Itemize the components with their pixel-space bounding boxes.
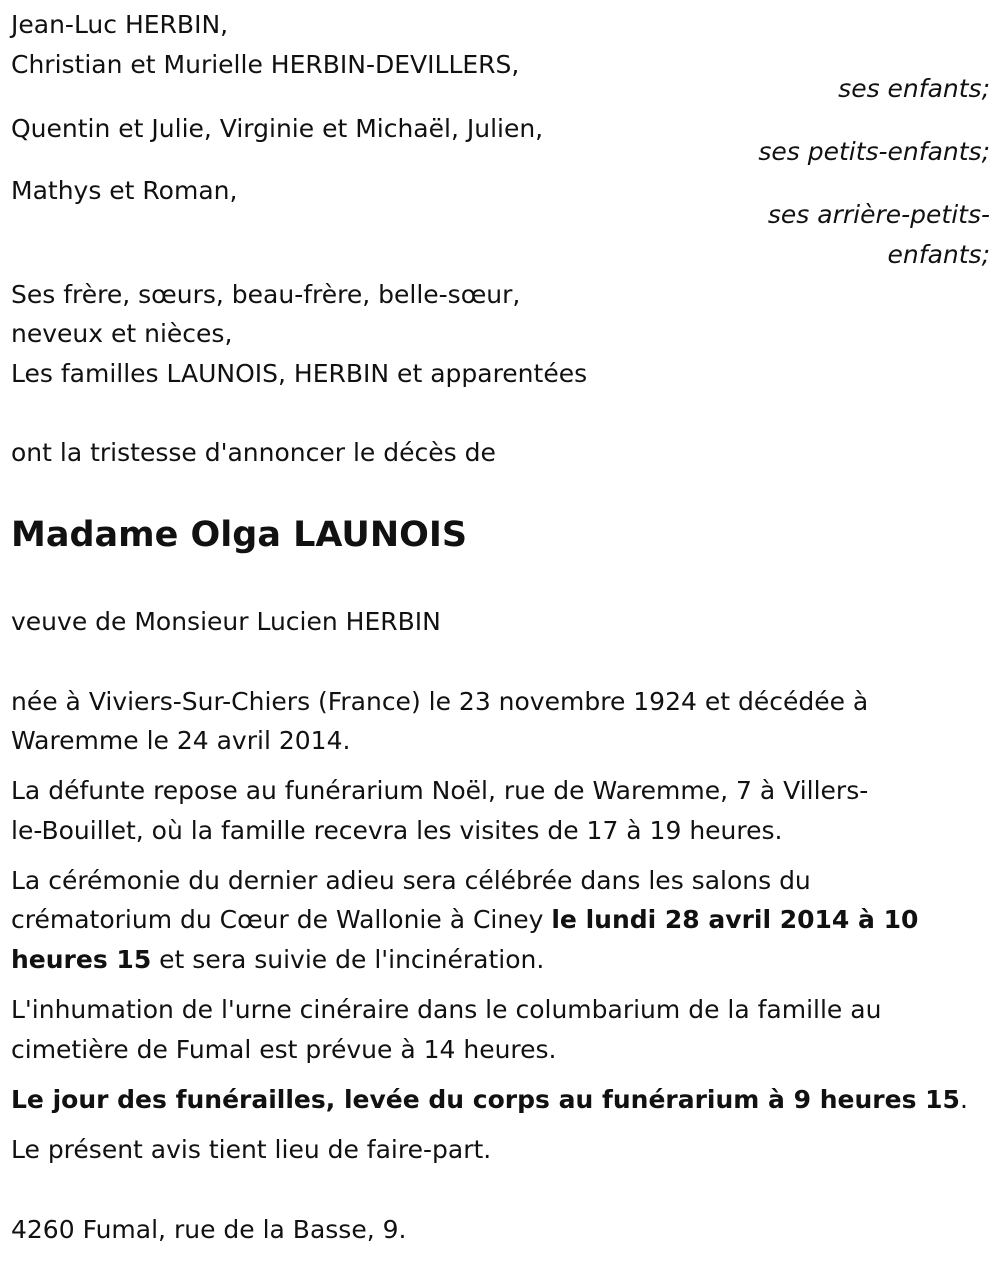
rest-line-1: La défunte repose au funérarium Noël, rue de Waremme, 7 à Villers- (11, 776, 869, 805)
children-line-2: Christian et Murielle HERBIN-DEVILLERS, (11, 50, 520, 79)
funeral-day-line (11, 1080, 968, 1120)
urn-line-2: cimetière de Fumal est prévue à 14 heures. (11, 1035, 557, 1064)
children-role: ses enfants; (838, 74, 990, 103)
children-line-1: Jean-Luc HERBIN, (11, 10, 229, 39)
deceased-name: Madame Olga LAUNOIS (11, 515, 468, 555)
funeral-day-text: Le jour des funérailles, levée du corps au funérarium à 9 heures 15 (11, 1085, 960, 1114)
grandchildren-role: ses petits-enfants; (758, 137, 990, 166)
families-line: Les familles LAUNOIS, HERBIN et apparentées (11, 359, 588, 388)
great-grandchildren-role-2: enfants; (887, 240, 990, 269)
grandchildren-line: Quentin et Julie, Virginie et Michaël, Julien, (11, 114, 544, 143)
notice-line: Le présent avis tient lieu de faire-part. (11, 1135, 492, 1164)
announcement-line: ont la tristesse d'annoncer le décès de (11, 438, 496, 467)
great-grandchildren-line: Mathys et Roman, (11, 176, 238, 205)
ceremony-line-3 (11, 940, 544, 980)
siblings-line-1: Ses frère, sœurs, beau-frère, belle-sœur, (11, 280, 521, 309)
siblings-line-2: neveux et nièces, (11, 319, 233, 348)
ceremony-date-text: le lundi 28 avril 2014 à 10 (551, 905, 919, 934)
birth-line-2: Waremme le 24 avril 2014. (11, 726, 351, 755)
rest-line-2: le-Bouillet, où la famille recevra les visites de 17 à 19 heures. (11, 816, 783, 845)
address-line: 4260 Fumal, rue de la Basse, 9. (11, 1215, 407, 1244)
ceremony-time-text: heures 15 (11, 945, 152, 974)
ceremony-location-text: crématorium du Cœur de Wallonie à Ciney (11, 905, 552, 934)
urn-line-1: L'inhumation de l'urne cinéraire dans le columbarium de la famille au (11, 995, 882, 1024)
ceremony-line-1: La cérémonie du dernier adieu sera célébrée dans les salons du (11, 866, 811, 895)
birth-line-1: née à Viviers-Sur-Chiers (France) le 23 novembre 1924 et décédée à (11, 687, 869, 716)
great-grandchildren-role-1: ses arrière-petits- (767, 200, 990, 229)
ceremony-cremation-text: et sera suivie de l'incinération. (151, 945, 545, 974)
funeral-day-period: . (959, 1085, 968, 1114)
widow-of-line: veuve de Monsieur Lucien HERBIN (11, 607, 441, 636)
ceremony-line-2 (11, 900, 918, 940)
